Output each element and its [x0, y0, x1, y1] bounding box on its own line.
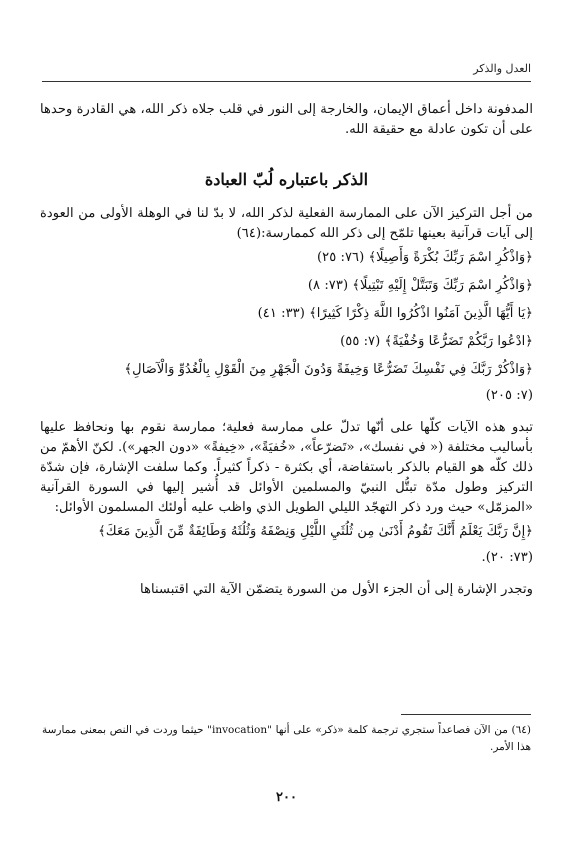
quran-verse-5: ﴿وَاذْكُرْ رَبَّكَ فِي نَفْسِكَ تَضَرُّعًا وَخِيفَةً وَدُونَ الْجَهْرِ مِنَ الْقَوْلِ بِالْغُدُوِّ وَالْآصَالِ﴾ — [124, 362, 533, 377]
paragraph-4: وتجدر الإشارة إلى أن الجزء الأول من السورة يتضمّن الآية التي اقتبسناها — [140, 582, 533, 597]
paragraph-2: من أجل التركيز الآن على الممارسة الفعلية لذكر الله، لا بدّ لنا في الوهلة الأولى من العودة إلى آيات قرآنية بعينها تلمّح إلى ذكر الله كممارسة:(٦٤) — [40, 206, 533, 241]
quran-verse-3: ﴿يَا أَيُّهَا الَّذِينَ آمَنُوا اذْكُرُوا اللَّهَ ذِكْرًا كَثِيرًا﴾ (٣٣: ٤١) — [257, 306, 533, 321]
page-number: ٢٠٠ — [276, 790, 297, 805]
footnote: (٦٤) من الآن فصاعداً ستجري ترجمة كلمة «ذكر» على أنها "invocation" حيثما وردت في النص بمعنى ممارسة هذا الأمر. — [42, 724, 531, 753]
footnote-rule — [401, 714, 531, 715]
quran-verse-6: ﴿إِنَّ رَبَّكَ يَعْلَمُ أَنَّكَ تَقُومُ أَدْنَىٰ مِن ثُلُثَيِ اللَّيْلِ وَنِصْفَهُ وَثُلُثَهُ وَطَائِفَةٌ مِّنَ الَّذِينَ مَعَكَ﴾ — [98, 524, 533, 539]
quran-verse-1: ﴿وَاذْكُرِ اسْمَ رَبِّكَ بُكْرَةً وَأَصِيلًا﴾ (٧٦: ٢٥) — [316, 250, 533, 265]
section-heading: الذكر باعتباره لُبّ العبادة — [204, 170, 369, 189]
paragraph-3: تبدو هذه الآيات كلّها على أنّها تدلّ على ممارسة فعلية؛ ممارسة نقوم بها ونحافظ عليها بأساليب مختلفة (« في نفسك»، «تَضرّعاً»، «خُفيَةً»، «خِيفةً» «دون الجهر»). لكنّ الأهمّ من ذلك كلّه هو القيام بالذكر باستفاضة، أي بكثرة - ذكراً كثيراً. وكما سلفت الإشارة، فإن شدّة التركيز وطول مدّة تبتُّل النبيّ والمسلمين الأوائل قد أُشير إليها في السورة القرآنية «المزمّل» حيث ورد ذكر التهجّد الليلي الطويل الذي واظب عليه أولئك المسلمون الأوائل: — [40, 420, 533, 515]
quran-verse-6-reference: (٧٣: ٢٠). — [481, 550, 533, 565]
paragraph-1: المدفونة داخل أعماق الإيمان، والخارجة إلى النور في قلب جلاه ذكر الله، هي القادرة وحدها على أن تكون عادلة مع حقيقة الله. — [40, 102, 533, 137]
quran-verse-4: ﴿ادْعُوا رَبَّكُمْ تَضَرُّعًا وَخُفْيَةً﴾ (٧: ٥٥) — [340, 334, 533, 349]
running-head: العدل والذكر — [473, 62, 531, 75]
header-rule — [42, 81, 531, 82]
body-text — [40, 100, 533, 600]
quran-verse-2: ﴿وَاذْكُرِ اسْمَ رَبِّكَ وَتَبَتَّلْ إِلَيْهِ تَبْتِيلًا﴾ (٧٣: ٨) — [307, 278, 533, 293]
quran-verse-5-reference: (٧: ٢٠٥) — [485, 388, 533, 403]
